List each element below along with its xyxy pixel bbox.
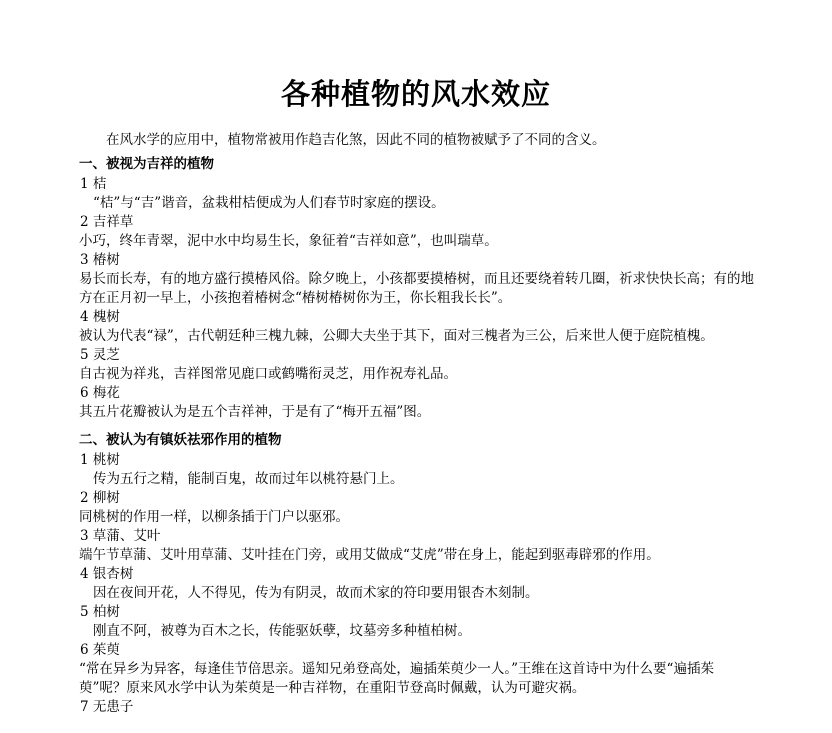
plant-title: 7 无患子 [80, 699, 134, 715]
plant-item [79, 527, 759, 565]
plant-item [79, 346, 759, 384]
plant-item [79, 175, 759, 213]
section-auspicious-plants [79, 154, 759, 422]
plant-item [79, 565, 759, 603]
plant-description: 刚直不阿，被尊为百木之长，传能驱妖孽，坟墓旁多种植柏树。 [93, 623, 471, 639]
plant-title: 1 桃树 [80, 452, 120, 468]
plant-description: 端午节草蒲、艾叶用草蒲、艾叶挂在门旁，或用艾做成“艾虎”带在身上，能起到驱毒辟邪的作用。 [79, 547, 660, 563]
document-body [79, 130, 759, 717]
intro-paragraph: 在风水学的应用中，植物常被用作趋吉化煞，因此不同的植物被赋予了不同的含义。 [106, 132, 606, 148]
plant-description: 自古视为祥兆，吉祥图常见鹿口或鹤嘴衔灵芝，用作祝寿礼品。 [79, 366, 457, 382]
plant-item [79, 698, 759, 717]
plant-item [79, 641, 759, 698]
section-spacer [79, 422, 759, 430]
plant-item [79, 603, 759, 641]
section-protective-plants [79, 430, 759, 717]
plant-description: “桔”与“吉”谐音，盆栽柑桔便成为人们春节时家庭的摆设。 [93, 195, 445, 211]
plant-item [79, 451, 759, 489]
plant-description: 因在夜间开花，人不得见，传为有阴灵，故而术家的符印要用银杏木刻制。 [93, 585, 539, 601]
plant-description: 同桃树的作用一样，以柳条插于门户以驱邪。 [79, 509, 349, 525]
plant-item [79, 308, 759, 346]
plant-item [79, 251, 759, 308]
plant-description: “常在异乡为异客，每逢佳节倍思亲。遥知兄弟登高处，遍插茱萸少一人。”王维在这首诗中为什么要“遍插茱萸”呢？原来风水学中认为茱萸是一种吉祥物，在重阳节登高时佩戴，认为可避灾祸。 [79, 661, 714, 696]
section-heading: 一、被视为吉祥的植物 [79, 156, 214, 172]
plant-title: 4 银杏树 [80, 566, 134, 582]
plant-title: 6 茱萸 [80, 642, 120, 658]
plant-title: 5 灵芝 [80, 347, 120, 363]
plant-title: 6 梅花 [80, 385, 120, 401]
plant-description: 小巧，终年青翠，泥中水中均易生长，象征着“吉祥如意”，也叫瑞草。 [79, 233, 498, 249]
page-title: 各种植物的风水效应 [280, 77, 551, 111]
section-heading: 二、被认为有镇妖祛邪作用的植物 [79, 432, 282, 448]
plant-description: 易长而长寿，有的地方盛行摸椿风俗。除夕晚上，小孩都要摸椿树，而且还要绕着转几圈，祈求快快长高；有的地方在正月初一早上，小孩抱着椿树念“椿树椿树你为王，你长粗我长长”。 [79, 271, 754, 306]
plant-title: 2 吉祥草 [80, 214, 134, 230]
plant-title: 1 桔 [80, 176, 107, 192]
plant-title: 4 槐树 [80, 309, 120, 325]
plant-title: 5 柏树 [80, 604, 120, 620]
plant-title: 3 草蒲、艾叶 [80, 528, 161, 544]
plant-title: 2 柳树 [80, 490, 120, 506]
plant-item [79, 489, 759, 527]
plant-description: 传为五行之精，能制百鬼，故而过年以桃符悬门上。 [93, 471, 404, 487]
plant-item [79, 213, 759, 251]
plant-title: 3 椿树 [80, 252, 120, 268]
plant-description: 被认为代表“禄”，古代朝廷种三槐九棘，公卿大夫坐于其下，面对三槐者为三公，后来世人便于庭院植槐。 [79, 328, 714, 344]
plant-item [79, 384, 759, 422]
plant-description: 其五片花瓣被认为是五个吉祥神，于是有了“梅开五福”图。 [79, 404, 431, 420]
